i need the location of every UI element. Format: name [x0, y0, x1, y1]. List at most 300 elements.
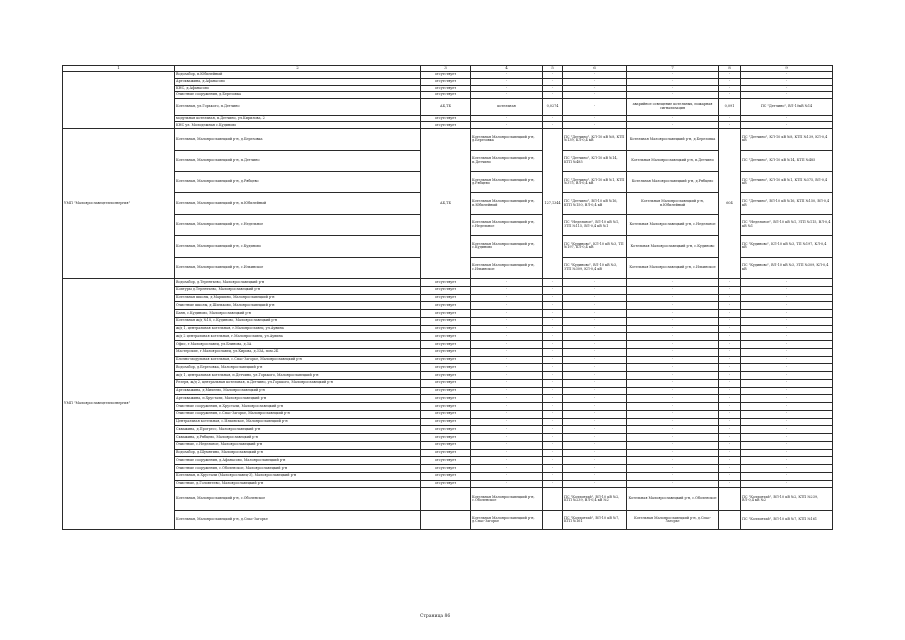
table-cell: - [471, 72, 543, 79]
table-cell: - [543, 92, 563, 99]
table-cell: отсутствует [421, 465, 471, 473]
table-cell: - [741, 85, 833, 92]
object-name: Резерв, ж/д 2, центральная котельная, п.Детчино, ул.Горького, Малоярославецкий р-н [175, 379, 421, 387]
table-cell: отсутствует [421, 294, 471, 302]
object-name: Котельная, Малоярославецкий р-н, д.Спас-Загорье [175, 511, 421, 530]
table-cell: - [471, 426, 543, 434]
table-cell: - [741, 348, 833, 356]
table-cell: - [719, 72, 741, 79]
table-cell: - [543, 403, 563, 411]
table-cell: - [543, 418, 563, 426]
table-cell: - [563, 92, 627, 99]
table-row [63, 310, 833, 318]
table-cell: - [741, 72, 833, 79]
table-cell: - [471, 403, 543, 411]
table-cell [543, 511, 563, 530]
object-name: Очистные сооружения, д.Березовка [175, 92, 421, 99]
object-name: Котельная, Малоярославецкий р-н, с.Кудиново [175, 236, 421, 257]
table-cell: - [719, 325, 741, 333]
column-number: 3 [421, 66, 471, 72]
table-cell: отсутствует [421, 348, 471, 356]
table-cell: - [627, 325, 719, 333]
table-cell: - [563, 379, 627, 387]
table-row [63, 356, 833, 364]
consumer-cell: Котельная Малоярославецкий р-н, с.Оболенское [627, 488, 719, 511]
table-cell: котельная [471, 99, 543, 116]
table-cell: отсутствует [421, 325, 471, 333]
table-cell: - [543, 472, 563, 480]
table-cell: - [627, 78, 719, 85]
column-number: 1 [63, 66, 175, 72]
table-row [63, 122, 833, 129]
table-cell: ПС "Детчино", ВЛ-10кВ №14 [741, 99, 833, 116]
table-cell: - [741, 472, 833, 480]
table-cell: - [719, 472, 741, 480]
table-cell: - [471, 286, 543, 294]
object-name: Котельная ж/д №18, с.Кудиново, Малоярославецкий р-н [175, 317, 421, 325]
table-row [63, 372, 833, 380]
consumer-cell: Котельная Малоярославецкий р-н, с.Недельное [471, 214, 543, 235]
table-row [63, 395, 833, 403]
table-cell: - [543, 372, 563, 380]
table-row [63, 465, 833, 473]
table-row [63, 449, 833, 457]
table-cell: - [471, 294, 543, 302]
consumer-cell: Котельная Малоярославецкий р-н, д.Спас-Загорье [471, 511, 543, 530]
table-cell: - [563, 418, 627, 426]
table-cell: - [543, 434, 563, 442]
table-cell: - [627, 279, 719, 287]
consumer-cell: Котельная Малоярославецкий р-н, с.Недельное [627, 214, 719, 235]
table-cell: - [627, 286, 719, 294]
table-cell: - [627, 294, 719, 302]
table-cell: отсутствует [421, 72, 471, 79]
table-cell: - [471, 356, 543, 364]
table-cell: - [563, 410, 627, 418]
table-cell: - [627, 418, 719, 426]
table-cell: - [741, 372, 833, 380]
table-cell: - [741, 78, 833, 85]
table-row [63, 364, 833, 372]
table-cell: - [741, 480, 833, 488]
table-cell: - [719, 294, 741, 302]
table-cell: - [471, 472, 543, 480]
object-name: ж/д 1, центральная котельная, п.Детчино, ул.Горького, Малоярославецкий р-н [175, 372, 421, 380]
table-cell: - [471, 480, 543, 488]
table-cell: - [471, 333, 543, 341]
table-cell: - [563, 325, 627, 333]
object-name: КНС, д.Афанасово [175, 85, 421, 92]
table-cell: - [627, 387, 719, 395]
object-name: Котельная, Малоярославецкий р-н, с.Ильинское [175, 257, 421, 278]
table-cell: - [627, 457, 719, 465]
table-row [63, 379, 833, 387]
object-name: Очистные, д.Головтеево, Малоярославецкий р-н [175, 480, 421, 488]
consumer-cell: Котельная Малоярославецкий р-н, д.Березовка [627, 129, 719, 150]
supply-cell: ПС "Коллонтай", ВЛ-10 кВ №2, КТП №239, ВЛ-0,4 кВ №2 [741, 488, 833, 511]
table-cell: - [719, 434, 741, 442]
table-cell: - [719, 480, 741, 488]
supply-cell: ПС "Кудиново", ВЛ-10 кВ №3, ЗТП №309, КЛ-0,4 кВ [563, 257, 627, 278]
object-name: Котельная, Малоярославецкий р-н, с.Недельное [175, 214, 421, 235]
table-row [63, 317, 833, 325]
table-cell: АБ,ТБ [421, 99, 471, 116]
table-cell: - [471, 115, 543, 122]
supply-cell: ПС "Детчино", ВЛ-10 кВ №16, КТП №150, ВЛ-0,4 кВ [563, 193, 627, 214]
column-number: 8 [719, 66, 741, 72]
table-cell: - [719, 341, 741, 349]
table-cell [719, 488, 741, 511]
table-cell: - [719, 418, 741, 426]
supply-cell: ПС "Детчино", КЛ-10 кВ №1, КТП №375, ВЛ-0,4 кВ [741, 172, 833, 193]
table-cell: - [719, 317, 741, 325]
object-name: Котельная, Малоярославецкий р-н, с.Оболенское [175, 488, 421, 511]
consumer-cell: Котельная Малоярославецкий р-н, п.Юбилейный [471, 193, 543, 214]
table-cell: - [741, 115, 833, 122]
object-name: Блочно-модульная котельная, с.Спас-Загорье, Малоярославецкий р-н [175, 356, 421, 364]
table-cell: - [563, 348, 627, 356]
table-cell: - [563, 441, 627, 449]
table-cell: - [719, 387, 741, 395]
table-cell [719, 511, 741, 530]
table-cell: - [627, 472, 719, 480]
table-cell: - [543, 348, 563, 356]
table-cell: - [471, 395, 543, 403]
table-cell: - [741, 279, 833, 287]
object-name: Скважина, д.Рябцево, Малоярославецкий р-н [175, 434, 421, 442]
table-cell: - [719, 395, 741, 403]
table-cell: отсутствует [421, 92, 471, 99]
table-cell: - [741, 364, 833, 372]
table-cell [543, 488, 563, 511]
consumer-cell: Котельная Малоярославецкий р-н, п.Юбилейный [627, 193, 719, 214]
supply-cell: ПС "Коллонтай", ВЛ-10 кВ №7, КТП №161 [563, 511, 627, 530]
table-cell: - [543, 310, 563, 318]
table-cell: - [543, 122, 563, 129]
consumer-cell: Котельная Малоярославецкий р-н, д.Спас-Загорье [627, 511, 719, 530]
table-cell: - [741, 441, 833, 449]
table-cell: - [543, 379, 563, 387]
table-cell: - [719, 333, 741, 341]
table-row [63, 441, 833, 449]
supply-cell: ПС "Кудиново", КЛ-10 кВ №3, ТП №197, КЛ-0,4 кВ [563, 236, 627, 257]
table-cell: отсутствует [421, 434, 471, 442]
table-cell: - [471, 348, 543, 356]
table-cell: - [471, 379, 543, 387]
object-name: Артскважина, д.Афанасово [175, 78, 421, 85]
table-row [63, 286, 833, 294]
table-cell: - [543, 356, 563, 364]
object-name: модульная котельная, п.Детчино, ул.Кирилова, 2 [175, 115, 421, 122]
supply-cell: ПС "Недельное", ВЛ-10 кВ №1, ЗТП №115, ВЛ-0,4 кВ №1 [741, 214, 833, 235]
table-cell: - [627, 310, 719, 318]
consumer-cell: Котельная Малоярославецкий р-н, с.Оболенское [471, 488, 543, 511]
consumer-cell: Котельная Малоярославецкий р-н, с.Кудиново [627, 236, 719, 257]
table-cell: - [741, 294, 833, 302]
object-name: Очистные сооружения, п.Хрустали, Малоярославецкий р-н [175, 403, 421, 411]
table-cell: - [741, 387, 833, 395]
table-cell: отсутствует [421, 472, 471, 480]
power-cell: 604 [719, 129, 741, 279]
table-cell: - [471, 364, 543, 372]
table-cell: - [719, 364, 741, 372]
consumer-cell: Котельная Малоярославецкий р-н, д.Рябцево [471, 172, 543, 193]
table-cell: - [627, 372, 719, 380]
table-cell: - [563, 480, 627, 488]
table-cell: - [543, 449, 563, 457]
table-row [63, 72, 833, 79]
table-cell: - [563, 72, 627, 79]
table-cell: - [627, 379, 719, 387]
column-number: 4 [471, 66, 543, 72]
table-row [63, 129, 833, 150]
object-name: Котельная, Малоярославецкий р-н, п.Детчино [175, 150, 421, 171]
object-name: КНС ул. Молодежная с.Кудиново [175, 122, 421, 129]
table-row [63, 457, 833, 465]
object-name: Артскважина, д.Михеево, Малоярославецкий р-н [175, 387, 421, 395]
table-row [63, 426, 833, 434]
table-cell: - [627, 356, 719, 364]
table-cell: - [543, 78, 563, 85]
object-name: Водозабор, д.Терентьево, Малоярославецкий р-н [175, 279, 421, 287]
table-row [63, 341, 833, 349]
page-number: Страница 86 [420, 614, 451, 619]
table-cell: - [471, 122, 543, 129]
object-name: ж/д 1, центральная котельная, г.Малоярославец, ул.Аувина [175, 325, 421, 333]
table-cell: - [719, 85, 741, 92]
table-cell: отсутствует [421, 310, 471, 318]
table-cell: - [563, 99, 627, 116]
table-cell: - [627, 403, 719, 411]
column-number: 7 [627, 66, 719, 72]
object-name: Очистные сооружения, д.Афанасово, Малоярославецкий р-н [175, 457, 421, 465]
document-sheet [62, 65, 832, 530]
table-cell: - [471, 434, 543, 442]
organization-cell: УМП "Малоярославецтеплоэнергия" [63, 279, 175, 530]
table-cell: - [563, 465, 627, 473]
table-row [63, 302, 833, 310]
supply-cell: ПС "Недельное", ВЛ-10 кВ №1, ЗТП №115, ВЛ-0,4 кВ №1 [563, 214, 627, 235]
table-cell: - [471, 78, 543, 85]
table-cell: - [563, 122, 627, 129]
object-name: Коптуры д.Терентьево, Малоярославецкий р-н [175, 286, 421, 294]
table-cell: - [741, 410, 833, 418]
table-cell: 0,0274 [543, 99, 563, 116]
table-cell: - [627, 364, 719, 372]
object-name: Очистные сооружения, с.Оболенское, Малоярославецкий р-н [175, 465, 421, 473]
table-cell: - [719, 348, 741, 356]
table-cell: - [471, 457, 543, 465]
table-cell: - [471, 279, 543, 287]
table-cell: - [719, 92, 741, 99]
table-cell: - [471, 325, 543, 333]
table-cell: - [719, 122, 741, 129]
object-name: Водозабор, п.Юбилейный [175, 72, 421, 79]
consumer-cell: Котельная Малоярославецкий р-н, с.Ильинское [627, 257, 719, 278]
table-cell: - [471, 341, 543, 349]
table-row [63, 348, 833, 356]
table-cell: - [627, 480, 719, 488]
table-cell: - [741, 310, 833, 318]
object-name: Котельная, Малоярославецкий р-н, п.Юбилейный [175, 193, 421, 214]
table-cell: - [627, 85, 719, 92]
table-cell: - [719, 449, 741, 457]
table-row [63, 279, 833, 287]
table-cell: - [563, 387, 627, 395]
consumer-cell: Котельная Малоярославецкий р-н, с.Кудиново [471, 236, 543, 257]
table-cell: - [471, 410, 543, 418]
table-cell: - [741, 302, 833, 310]
table-cell: - [563, 472, 627, 480]
object-name: Котельная школы, д.Маршино, Малоярославецкий р-н [175, 294, 421, 302]
table-cell: - [543, 480, 563, 488]
table-cell: отсутствует [421, 449, 471, 457]
table-cell: - [543, 410, 563, 418]
table-cell: - [543, 395, 563, 403]
table-cell [421, 511, 471, 530]
table-cell: - [719, 115, 741, 122]
table-cell: - [543, 333, 563, 341]
table-row [63, 99, 833, 116]
table-cell: отсутствует [421, 387, 471, 395]
table-cell: - [471, 465, 543, 473]
supply-cell: ПС "Коллонтай", ВЛ-10 кВ №7, КТП №161 [741, 511, 833, 530]
table-cell: - [627, 434, 719, 442]
data-table [62, 65, 833, 530]
object-name: Котельная, Малоярославецкий р-н, д.Рябцево [175, 172, 421, 193]
column-number: 9 [741, 66, 833, 72]
object-name: Очистные школы, д.Шильково, Малоярославецкий р-н [175, 302, 421, 310]
table-cell: - [627, 302, 719, 310]
table-cell: отсутствует [421, 333, 471, 341]
object-name: Офис, г.Малоярославец, ул.Блинова, д.3А [175, 341, 421, 349]
table-cell: - [741, 356, 833, 364]
table-cell: - [719, 310, 741, 318]
table-cell: - [741, 317, 833, 325]
table-cell: - [471, 317, 543, 325]
table-cell: - [719, 302, 741, 310]
table-cell: - [741, 465, 833, 473]
table-cell: - [741, 325, 833, 333]
table-cell: отсутствует [421, 78, 471, 85]
table-cell: - [627, 441, 719, 449]
column-number: 5 [543, 66, 563, 72]
table-cell: - [741, 92, 833, 99]
table-cell: - [741, 122, 833, 129]
table-cell: - [719, 372, 741, 380]
object-name: Центральная котельная, с.Ильинское, Малоярославецкий р-н [175, 418, 421, 426]
table-cell: - [719, 356, 741, 364]
table-cell: - [471, 387, 543, 395]
table-row [63, 472, 833, 480]
column-number: 2 [175, 66, 421, 72]
object-name: Котельная, ул.Горького, п.Детчино [175, 99, 421, 116]
supply-cell: ПС "Кудиново", КЛ-10 кВ №3, ТП №197, КЛ-0,4 кВ [741, 236, 833, 257]
table-cell: - [627, 115, 719, 122]
table-body [63, 66, 833, 530]
table-row [63, 434, 833, 442]
organization-cell [63, 72, 175, 129]
table-cell: - [741, 403, 833, 411]
table-cell: - [543, 465, 563, 473]
load-cell: 127,1344 [543, 129, 563, 279]
table-cell: - [563, 115, 627, 122]
consumer-cell: Котельная Малоярославецкий р-н, с.Ильинское [471, 257, 543, 278]
table-row [63, 480, 833, 488]
table-cell: - [543, 302, 563, 310]
table-cell: - [563, 286, 627, 294]
table-cell: - [563, 333, 627, 341]
table-cell: - [543, 85, 563, 92]
table-cell: - [543, 286, 563, 294]
table-row [63, 92, 833, 99]
table-cell: - [543, 341, 563, 349]
table-row [63, 418, 833, 426]
object-name: Очистные, с.Недельное, Малоярославецкий р-н [175, 441, 421, 449]
table-cell: - [719, 286, 741, 294]
table-cell: отсутствует [421, 286, 471, 294]
table-cell: - [563, 449, 627, 457]
object-name: Мастерские, г.Малоярославец, ул.Кирова, д.33А, пом.2Б [175, 348, 421, 356]
table-cell: - [563, 310, 627, 318]
table-row [63, 294, 833, 302]
table-cell: отсутствует [421, 480, 471, 488]
table-cell: - [471, 302, 543, 310]
table-cell: - [741, 449, 833, 457]
column-number: 6 [563, 66, 627, 72]
table-cell: - [563, 395, 627, 403]
table-cell: - [719, 426, 741, 434]
table-cell: - [543, 294, 563, 302]
table-cell: отсутствует [421, 356, 471, 364]
table-cell: - [719, 403, 741, 411]
table-cell: отсутствует [421, 395, 471, 403]
table-cell: - [563, 317, 627, 325]
table-cell: - [471, 418, 543, 426]
table-cell: - [627, 395, 719, 403]
table-cell: - [741, 457, 833, 465]
table-cell: - [471, 310, 543, 318]
table-cell: - [563, 294, 627, 302]
table-cell: - [627, 449, 719, 457]
object-name: Баня, с.Кудиново, Малоярославецкий р-н [175, 310, 421, 318]
table-cell: отсутствует [421, 302, 471, 310]
table-cell: отсутствует [421, 279, 471, 287]
table-cell: отсутствует [421, 341, 471, 349]
table-cell: отсутствует [421, 317, 471, 325]
consumer-cell: Котельная Малоярославецкий р-н, д.Березовка [471, 129, 543, 150]
table-cell: - [563, 302, 627, 310]
consumer-cell: Котельная Малоярославецкий р-н, д.Рябцево [627, 172, 719, 193]
table-cell: - [719, 465, 741, 473]
table-cell: - [563, 457, 627, 465]
object-name: ж/д 2 центральная котельная, г.Малоярославец, ул.Аувина [175, 333, 421, 341]
table-cell: отсутствует [421, 85, 471, 92]
table-cell: - [563, 434, 627, 442]
table-cell: - [563, 364, 627, 372]
table-cell: отсутствует [421, 115, 471, 122]
table-cell: - [741, 341, 833, 349]
table-row [63, 488, 833, 511]
table-cell: отсутствует [421, 372, 471, 380]
object-name: Очистные сооружения, с.Спас-Загорье, Малоярославецкий р-н [175, 410, 421, 418]
table-cell: - [471, 449, 543, 457]
supply-cell: ПС "Детчино", КЛ-10 кВ №14, КТП №485 [563, 150, 627, 171]
table-cell: - [563, 341, 627, 349]
table-cell: - [741, 395, 833, 403]
object-name: Котельная, Малоярославецкий р-н, д.Березовка [175, 129, 421, 150]
table-cell: - [719, 410, 741, 418]
